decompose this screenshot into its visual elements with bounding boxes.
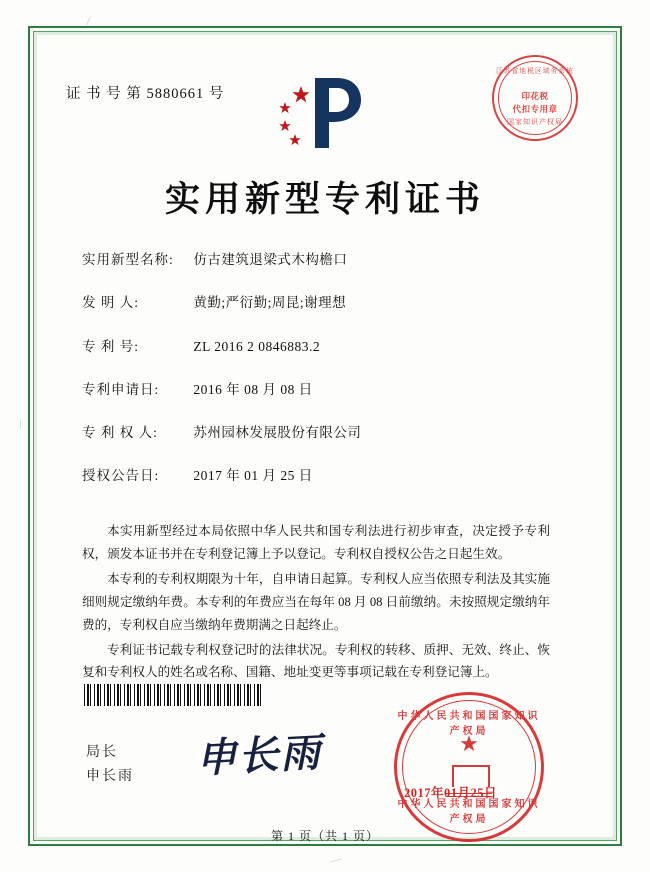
legal-paragraph-3: 专利证书记载专利权登记时的法律状况。专利权的转移、质押、无效、终止、恢复和专利权人的姓名或名称、国籍、地址变更等事项记载在专利登记簿上。 [82, 642, 550, 680]
field-label-inventors: 发 明 人: [82, 295, 140, 311]
field-row [82, 337, 552, 357]
field-value-patent-number: ZL 2016 2 0846883.2 [193, 338, 321, 354]
official-seal-bottom-arc: 中华人民共和国国家知识产权局 [397, 799, 541, 825]
paper-fiber [330, 858, 342, 862]
field-row [82, 466, 552, 486]
tax-stamp-seal [492, 55, 578, 141]
field-value-application-date: 2016 年 08 月 08 日 [193, 381, 313, 397]
field-row [82, 250, 552, 270]
barcode [84, 684, 264, 706]
seal-date: 2017年01月25日 [404, 786, 498, 800]
page-title: 实用新型专利证书 [164, 180, 485, 219]
star-icon: ★ [459, 731, 479, 756]
tax-stamp-line1: 印花税 [521, 91, 549, 101]
field-row [82, 380, 552, 400]
field-row [82, 423, 552, 443]
paper-fiber [86, 16, 91, 25]
field-label-patentee: 专 利 权 人: [82, 425, 158, 440]
signature-title-label: 局长 [86, 745, 118, 760]
field-value-grant-date: 2017 年 01 月 25 日 [193, 468, 313, 484]
legal-paragraph-2: 本专利的专利权期限为十年，自申请日起算。专利权人应当依照专利法及其实施细则规定缴纳年费。本专利的年费应当在每年 08 月 08 日前缴纳。未按照规定缴纳年费的，专利权自应当缴纳年费期满之日起终止。 [82, 571, 550, 632]
legal-paragraph-1: 本实用新型经过本局依照中华人民共和国专利法进行初步审查，决定授予专利权，颁发本证书并在专利登记簿上予以登记。专利权自授权公告之日起生效。 [82, 524, 550, 561]
field-value-inventors: 黄勤;严衍勤;周昆;谢理想 [193, 295, 347, 311]
official-seal [394, 692, 544, 842]
field-label-patent-number: 专 利 号: [82, 338, 140, 354]
field-value-utility-model-name: 仿古建筑退梁式木构檐口 [193, 252, 348, 267]
field-label-utility-model-name: 实用新型名称: [82, 252, 174, 267]
certificate-number: 证 书 号 第 5880661 号 [66, 86, 225, 102]
page-footer: 第 1 页（共 1 页） [270, 829, 379, 843]
cnipa-logo-icon [271, 72, 379, 152]
tax-stamp-arc-text: 江苏省地税区域务系统 [496, 67, 574, 75]
tax-stamp-line2: 代扣专用章 [512, 104, 558, 114]
handwritten-signature: 申长雨 [195, 728, 324, 783]
certificate-fields [82, 250, 552, 510]
official-seal-top-arc: 中华人民共和国国家知识产权局 [397, 711, 541, 737]
legal-body-text [82, 520, 550, 686]
field-value-patentee: 苏州园林发展股份有限公司 [193, 425, 362, 440]
tax-stamp-line3: 国家知识产权局 [507, 118, 563, 126]
field-label-grant-date: 授权公告日: [82, 468, 160, 484]
field-row [82, 293, 552, 313]
signature-name-label: 申长雨 [86, 769, 134, 784]
field-label-application-date: 专利申请日: [82, 381, 160, 397]
paper-fiber [20, 420, 21, 429]
